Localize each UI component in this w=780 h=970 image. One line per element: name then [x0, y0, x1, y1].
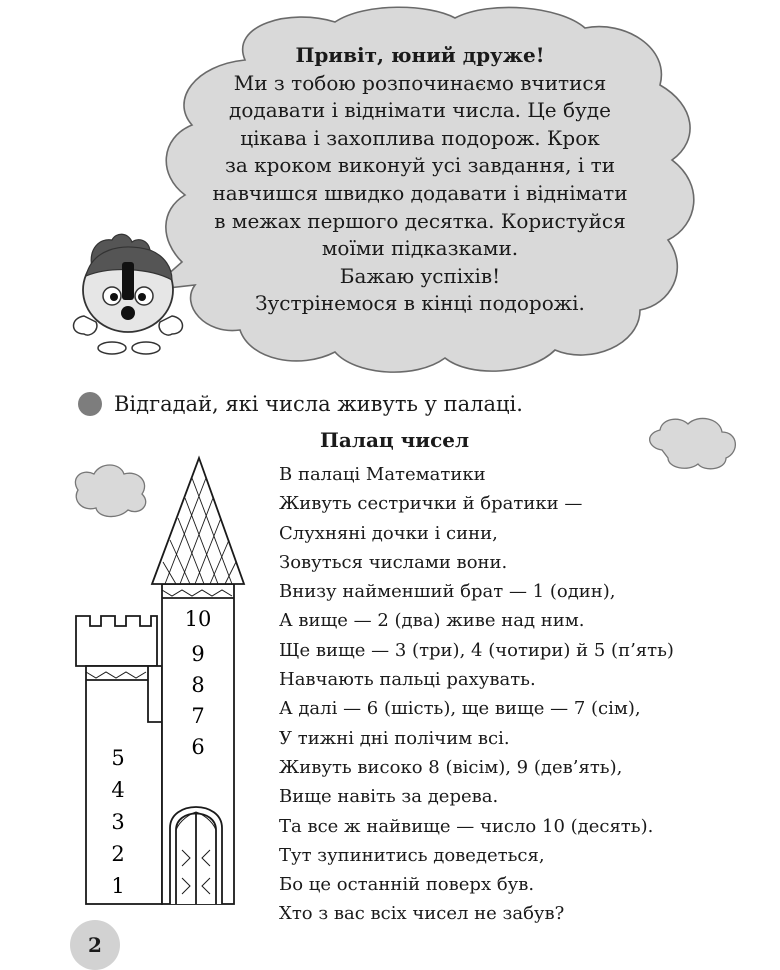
bubble-line: навчишся швидко додавати і віднімати	[212, 180, 628, 205]
bubble-line: в межах першого десятка. Користуйся	[214, 208, 626, 233]
poem-line: Хто з вас всіх чисел не забув?	[279, 903, 565, 925]
castle-door	[170, 800, 222, 904]
bubble-line: Бажаю успіхів!	[339, 263, 501, 288]
small-cloud-left	[75, 465, 145, 517]
castle-number: 7	[191, 704, 205, 728]
bubble-line: Ми з тобою розпочинаємо вчитися	[233, 70, 607, 95]
castle-number: 6	[191, 735, 205, 759]
castle-number: 4	[111, 778, 125, 802]
task-instruction	[78, 392, 523, 416]
bubble-line: Зустрінемося в кінці подорожі.	[255, 291, 585, 316]
poem-line: В палаці Математики	[279, 464, 486, 485]
poem-line: Та все ж найвище — число 10 (десять).	[279, 815, 654, 837]
castle-number: 1	[111, 874, 125, 898]
poem-line: Бо це останній поверх був.	[279, 874, 535, 896]
castle-number: 2	[111, 842, 125, 866]
number-castle	[76, 458, 244, 904]
bubble-line: додавати і віднімати числа. Це буде	[229, 98, 611, 123]
task-text: Відгадай, які числа живуть у палаці.	[114, 392, 523, 416]
poem-line: Живуть високо 8 (вісім), 9 (дев’ять),	[279, 756, 623, 778]
bubble-line: моїми підказками.	[321, 236, 519, 261]
poem-line: Внизу найменший брат — 1 (один),	[279, 581, 616, 603]
bubble-line: цікава і захоплива подорож. Крок	[240, 125, 600, 150]
poem-title: Палац чисел	[320, 428, 470, 452]
bullet-icon	[78, 392, 102, 416]
poem-line: Зовуться числами вони.	[279, 551, 508, 573]
speech-bubble-text	[150, 42, 690, 318]
poem-line: У тижні дні полічим всі.	[279, 727, 510, 749]
bubble-line: за кроком виконуй усі завдання, і ти	[224, 153, 616, 178]
castle-number: 9	[191, 642, 205, 666]
page-number: 2	[70, 920, 120, 970]
greeting: Привіт, юний друже!	[295, 43, 545, 67]
poem-line: А далі — 6 (шість), ще вище — 7 (сім),	[279, 698, 641, 720]
poem-line: Слухняні дочки і сини,	[279, 522, 498, 544]
poem-line: Тут зупинитись доведеться,	[279, 844, 545, 866]
poem-line: Живуть сестрички й братики —	[279, 493, 583, 515]
poem-line: Навчають пальці рахувать.	[279, 669, 536, 691]
poem-line: Вище навіть за дерева.	[279, 786, 499, 808]
castle-number: 3	[111, 810, 125, 834]
castle-left-numbers	[111, 746, 124, 898]
poem-line: А вище — 2 (два) живе над ним.	[279, 610, 585, 632]
poem-body	[279, 460, 674, 929]
castle-number: 8	[191, 673, 205, 697]
castle-number: 10	[184, 607, 212, 631]
castle-number: 5	[111, 746, 125, 770]
poem-line: Ще вище — 3 (три), 4 (чотири) й 5 (п’ять)	[279, 639, 674, 661]
